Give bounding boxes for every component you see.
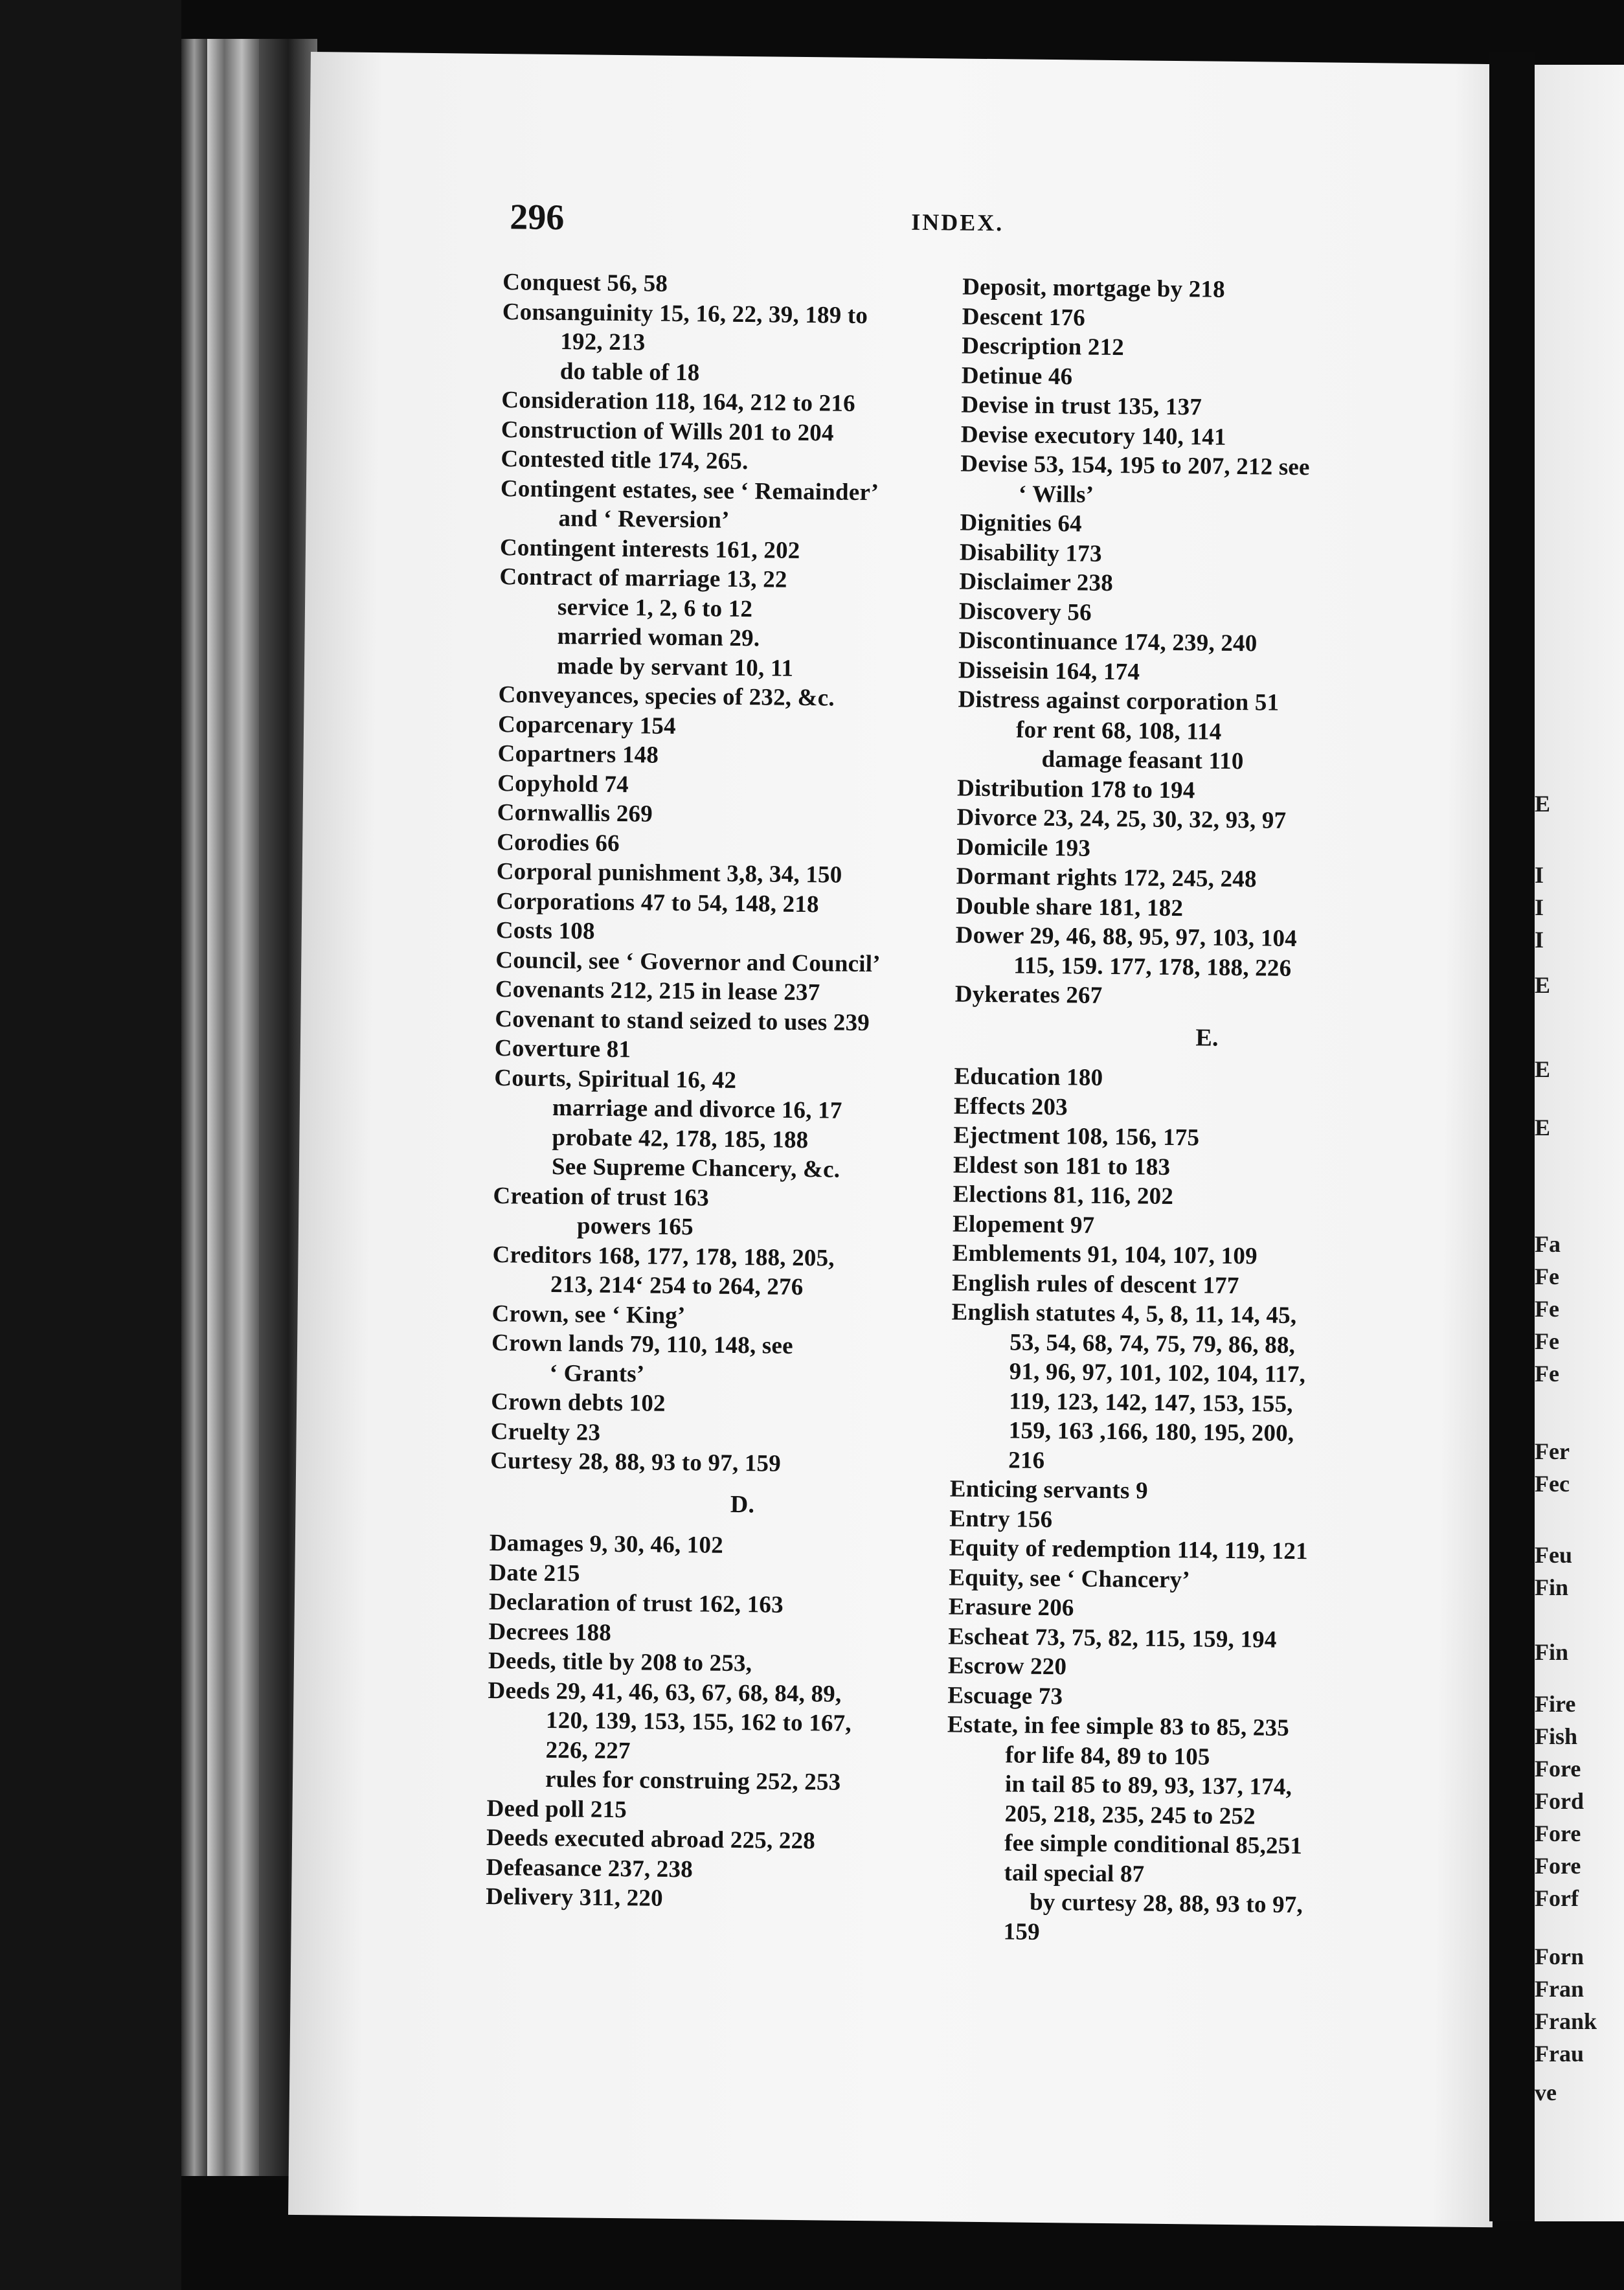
index-entry: Deeds, title by 208 to 253, <box>488 1648 752 1677</box>
index-entry: probate 42, 178, 185, 188 <box>552 1124 809 1153</box>
index-entry: Deed poll 215 <box>486 1795 627 1823</box>
index-entry: Devise in trust 135, 137 <box>961 391 1202 421</box>
index-entry: Devise 53, 154, 195 to 207, 212 see <box>960 450 1310 481</box>
facing-page-fragment: I <box>1535 862 1544 888</box>
facing-page-fragment: Fin <box>1535 1574 1569 1600</box>
index-entry: Effects 203 <box>953 1092 1068 1120</box>
index-entry: Costs 108 <box>495 917 595 945</box>
index-section-letter: E. <box>1195 1023 1219 1052</box>
facing-page-fragment: Fe <box>1535 1264 1559 1289</box>
index-entry: Entry 156 <box>949 1504 1053 1533</box>
index-entry: rules for construing 252, 253 <box>545 1765 841 1796</box>
index-entry: Damages 9, 30, 46, 102 <box>489 1530 724 1559</box>
index-entry: Council, see ‘ Governor and Council’ <box>495 946 881 977</box>
index-entry: Covenants 212, 215 in lease 237 <box>495 976 820 1006</box>
facing-page-fragment: Feu <box>1535 1542 1572 1568</box>
facing-page-fragment: Fore <box>1535 1820 1581 1846</box>
index-entry: Discovery 56 <box>958 598 1092 626</box>
index-entry: Divorce 23, 24, 25, 30, 32, 93, 97 <box>956 804 1287 834</box>
index-entry: 91, 96, 97, 101, 102, 104, 117, <box>1009 1358 1306 1389</box>
facing-page-fragment: Frau <box>1535 2041 1584 2067</box>
index-entry: English statutes 4, 5, 8, 11, 14, 45, <box>951 1298 1297 1330</box>
index-entry: in tail 85 to 89, 93, 137, 174, <box>1004 1771 1292 1801</box>
index-entry: Corodies 66 <box>497 828 620 857</box>
index-entry: Devise executory 140, 141 <box>960 421 1226 451</box>
index-entry: 159, 163 ,166, 180, 195, 200, <box>1008 1417 1294 1447</box>
index-entry: Disclaimer 238 <box>959 568 1114 597</box>
facing-page-fragment: I <box>1535 894 1544 920</box>
index-entry: do table of 18 <box>559 357 700 386</box>
index-entry: Coverture 81 <box>494 1035 631 1063</box>
index-entry: Equity, see ‘ Chancery’ <box>949 1563 1191 1593</box>
index-entry: Contract of marriage 13, 22 <box>499 563 787 593</box>
index-entry: English rules of descent 177 <box>951 1269 1239 1299</box>
index-entry: for rent 68, 108, 114 <box>1015 716 1222 745</box>
index-entry: Crown debts 102 <box>490 1389 666 1417</box>
index-entry: ‘ Wills’ <box>1018 480 1094 508</box>
facing-page-fragment: Fer <box>1535 1438 1570 1464</box>
facing-page-fragment: I <box>1535 927 1544 953</box>
index-entry: Contingent estates, see ‘ Remainder’ <box>500 475 879 506</box>
page-number: 296 <box>510 197 565 238</box>
index-entry: 53, 54, 68, 74, 75, 79, 86, 88, <box>1009 1328 1296 1359</box>
index-entry: Detinue 46 <box>961 362 1073 390</box>
index-entry: Cruelty 23 <box>490 1418 601 1446</box>
index-entry: Deposit, mortgage by 218 <box>962 273 1226 303</box>
facing-page-fragment: Forf <box>1535 1885 1579 1911</box>
index-entry: Dykerates 267 <box>954 981 1103 1009</box>
facing-page-fragment: Ford <box>1535 1788 1584 1814</box>
index-entry: Creation of trust 163 <box>493 1182 710 1212</box>
index-entry: Curtesy 28, 88, 93 to 97, 159 <box>490 1447 782 1477</box>
facing-page-fragment: Fe <box>1535 1296 1559 1322</box>
facing-page-fragment: Fin <box>1535 1639 1569 1665</box>
index-entry: Crown, see ‘ King’ <box>491 1300 686 1329</box>
index-entry: Cornwallis 269 <box>497 799 653 828</box>
index-entry: 205, 218, 235, 245 to 252 <box>1004 1800 1256 1830</box>
index-entry: Escrow 220 <box>947 1652 1067 1681</box>
index-entry: fee simple conditional 85,251 <box>1004 1830 1303 1860</box>
index-entry: Declaration of trust 162, 163 <box>488 1589 784 1618</box>
index-entry: 226, 227 <box>545 1736 631 1764</box>
index-column-right <box>945 273 1467 1951</box>
index-entry: married woman 29. <box>557 623 760 652</box>
index-entry: 213, 214‘ 254 to 264, 276 <box>550 1271 804 1301</box>
index-entry: Disability 173 <box>959 539 1102 567</box>
index-entry: Date 215 <box>489 1559 580 1587</box>
facing-page-fragment: Fe <box>1535 1361 1559 1387</box>
index-entry: tail special 87 <box>1004 1859 1145 1888</box>
index-entry: Conveyances, species of 232, &c. <box>498 681 835 712</box>
facing-page-fragment: Fec <box>1535 1471 1570 1497</box>
index-entry: Courts, Spiritual 16, 42 <box>494 1064 737 1094</box>
facing-page-fragment: E <box>1535 1115 1551 1140</box>
index-entry: Corporal punishment 3,8, 34, 150 <box>496 858 842 889</box>
index-entry: Double share 181, 182 <box>956 892 1184 922</box>
facing-page-fragment: Fe <box>1535 1328 1559 1354</box>
index-entry: Description 212 <box>962 332 1125 361</box>
facing-page-fragment: E <box>1535 791 1551 817</box>
book-page <box>288 52 1515 2227</box>
index-entry: Delivery 311, 220 <box>485 1883 664 1912</box>
index-entry: 159 <box>1003 1918 1040 1945</box>
index-entry: Eldest son 181 to 183 <box>953 1151 1171 1181</box>
index-entry: Coparcenary 154 <box>497 710 677 740</box>
index-entry: Descent 176 <box>962 303 1086 332</box>
index-entry: damage feasant 110 <box>1041 745 1244 775</box>
index-entry: ‘ Grants’ <box>549 1359 645 1388</box>
facing-page-fragment: Fire <box>1535 1691 1576 1717</box>
index-entry: Dignities 64 <box>960 509 1083 538</box>
index-entry: Estate, in fee simple 83 to 85, 235 <box>947 1711 1290 1741</box>
scan-background <box>0 0 181 2290</box>
index-entry: powers 165 <box>576 1212 694 1241</box>
facing-page-fragment: Fran <box>1535 1976 1584 2002</box>
facing-page-fragment: E <box>1535 1056 1551 1082</box>
facing-page-fragment: Fore <box>1535 1853 1581 1879</box>
page-gutter <box>1489 52 1535 2221</box>
index-entry: Contested title 174, 265. <box>501 446 749 475</box>
index-entry: Erasure 206 <box>948 1593 1074 1622</box>
facing-page-fragment: Fa <box>1535 1231 1561 1257</box>
index-entry: Creditors 168, 177, 178, 188, 205, <box>492 1241 835 1272</box>
index-entry: 216 <box>1008 1446 1045 1474</box>
index-entry: Distress against corporation 51 <box>958 686 1280 716</box>
index-entry: Dower 29, 46, 88, 95, 97, 103, 104 <box>955 922 1298 953</box>
index-entry: Ejectment 108, 156, 175 <box>953 1122 1200 1151</box>
index-entry: Domicile 193 <box>956 833 1091 862</box>
index-entry: and ‘ Reversion’ <box>558 505 730 534</box>
index-entry: Education 180 <box>954 1063 1103 1091</box>
index-entry: Elections 81, 116, 202 <box>953 1181 1174 1210</box>
page-content <box>288 52 1515 2227</box>
index-entry: Deeds executed abroad 225, 228 <box>486 1824 816 1855</box>
index-entry: Disseisin 164, 174 <box>958 657 1140 685</box>
index-entry: Dormant rights 172, 245, 248 <box>956 863 1257 893</box>
index-entry: Contingent interests 161, 202 <box>499 534 800 564</box>
index-entry: Escheat 73, 75, 82, 115, 159, 194 <box>948 1622 1277 1653</box>
facing-page-fragment: Forn <box>1535 1944 1584 1969</box>
index-entry: Decrees 188 <box>488 1618 612 1646</box>
index-entry: service 1, 2, 6 to 12 <box>557 593 753 622</box>
index-entry: Distribution 178 to 194 <box>956 775 1195 804</box>
index-entry: 192, 213 <box>560 328 646 356</box>
index-entry: Enticing servants 9 <box>949 1475 1148 1504</box>
index-column-left <box>486 267 1008 1917</box>
index-entry: Deeds 29, 41, 46, 63, 67, 68, 84, 89, <box>488 1677 842 1708</box>
index-entry: Copyhold 74 <box>497 769 629 798</box>
facing-page-fragment: ve <box>1535 2080 1557 2105</box>
index-entry: See Supreme Chancery, &c. <box>551 1153 840 1183</box>
index-entry: 119, 123, 142, 147, 153, 155, <box>1009 1387 1293 1418</box>
index-entry: made by servant 10, 11 <box>556 652 794 682</box>
index-entry: 120, 139, 153, 155, 162 to 167, <box>545 1706 852 1737</box>
index-entry: Corporations 47 to 54, 148, 218 <box>496 887 819 918</box>
facing-page-fragment: Frank <box>1535 2008 1597 2034</box>
index-entry: Escuage 73 <box>947 1681 1063 1710</box>
index-section-letter: D. <box>730 1490 755 1518</box>
index-entry: Equity of redemption 114, 119, 121 <box>949 1534 1309 1565</box>
index-entry: Consanguinity 15, 16, 22, 39, 189 to <box>502 298 868 329</box>
index-entry: Crown lands 79, 110, 148, see <box>491 1330 793 1359</box>
facing-page-fragment: Fish <box>1535 1723 1578 1749</box>
index-entry: by curtesy 28, 88, 93 to 97, <box>1029 1888 1303 1919</box>
index-entry: Copartners 148 <box>497 740 659 769</box>
index-entry: 115, 159. 177, 178, 188, 226 <box>1013 951 1292 982</box>
facing-page-fragment: Fore <box>1535 1756 1581 1782</box>
index-entry: Discontinuance 174, 239, 240 <box>958 627 1257 657</box>
page-header: INDEX. <box>911 209 1004 236</box>
index-entry: Emblements 91, 104, 107, 109 <box>952 1240 1257 1270</box>
book-edge <box>181 39 207 2176</box>
facing-page-fragment: E <box>1535 972 1551 998</box>
facing-page-edge <box>1535 65 1624 2221</box>
index-entry: Construction of Wills 201 to 204 <box>501 416 834 446</box>
page-edges <box>207 39 259 2176</box>
index-entry: for life 84, 89 to 105 <box>1005 1741 1210 1771</box>
index-entry: Defeasance 237, 238 <box>486 1854 694 1883</box>
index-entry: marriage and divorce 16, 17 <box>552 1094 842 1124</box>
index-entry: Covenant to stand seized to uses 239 <box>495 1005 870 1036</box>
index-entry: Conquest 56, 58 <box>502 269 668 297</box>
index-entry: Elopement 97 <box>952 1210 1095 1239</box>
index-entry: Consideration 118, 164, 212 to 216 <box>501 387 855 417</box>
